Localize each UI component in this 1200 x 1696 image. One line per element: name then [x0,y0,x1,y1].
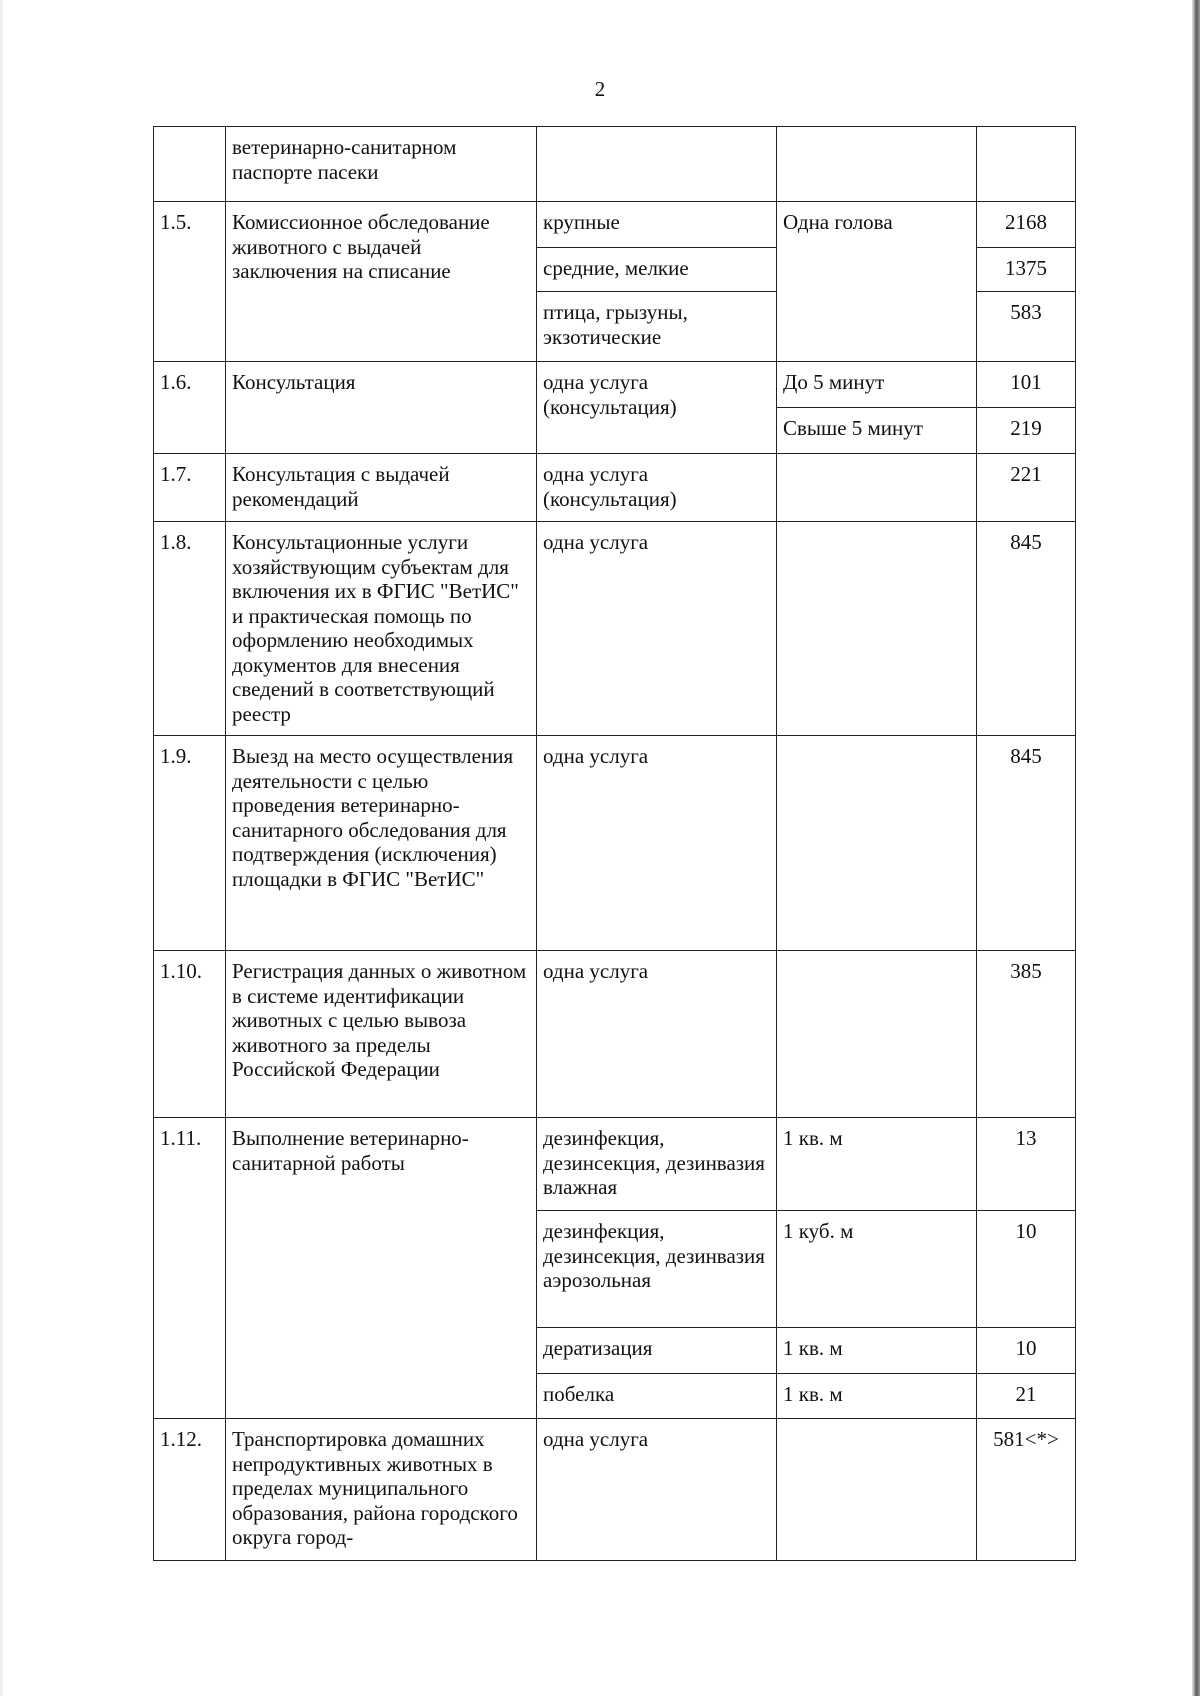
service-name: Регистрация данных о животном в системе идентификации животных с целью вывоза животного за пределы Российской Федерации [226,951,537,1118]
service-name: Консультационные услуги хозяйствующим субъектам для включения их в ФГИС "ВетИС" и практическая помощь по оформлению необходимых документов для внесения сведений в соответствующий реестр [226,522,537,736]
table-row [154,522,1076,736]
table-row [154,951,1076,1118]
service-name: Транспортировка домашних непродуктивных животных в пределах муниципального образования, района городского округа город- [226,1419,537,1561]
table-row [154,1118,1076,1211]
service-price: 2168 [977,202,1076,248]
service-name: Консультация с выдачей рекомендаций [226,454,537,522]
service-unit: 1 куб. м [777,1211,977,1328]
table-row [154,202,1076,248]
row-number: 1.7. [154,454,226,522]
service-category: одна услуга (консультация) [537,454,777,522]
service-category: птица, грызуны, экзотические [537,292,777,362]
tariff-table [153,126,1076,1561]
row-number: 1.11. [154,1118,226,1419]
service-unit: Одна голова [777,202,977,362]
service-category: одна услуга (консультация) [537,362,777,454]
scan-left-edge [0,0,3,1696]
table-row [154,362,1076,408]
table-row [154,736,1076,951]
table-row [154,1419,1076,1561]
service-category: средние, мелкие [537,248,777,292]
table-row [154,127,1076,202]
service-unit: Свыше 5 минут [777,408,977,454]
service-unit: 1 кв. м [777,1118,977,1211]
service-price: 1375 [977,248,1076,292]
service-price: 845 [977,736,1076,951]
row-number: 1.9. [154,736,226,951]
service-price: 845 [977,522,1076,736]
service-category: дератизация [537,1328,777,1374]
row-number [154,127,226,202]
service-unit [777,454,977,522]
service-price: 10 [977,1211,1076,1328]
service-name: Выезд на место осуществления деятельности с целью проведения ветеринарно-санитарного обследования для подтверждения (исключения) площадки в ФГИС "ВетИС" [226,736,537,951]
service-price: 219 [977,408,1076,454]
table-row [154,454,1076,522]
scan-right-edge [1192,0,1200,1696]
service-category: побелка [537,1374,777,1419]
service-unit [777,736,977,951]
row-number: 1.6. [154,362,226,454]
service-price: 385 [977,951,1076,1118]
service-price: 13 [977,1118,1076,1211]
row-number: 1.8. [154,522,226,736]
service-price: 221 [977,454,1076,522]
page-number: 2 [594,77,606,101]
service-category [537,127,777,202]
service-price: 101 [977,362,1076,408]
service-unit [777,1419,977,1561]
row-number: 1.5. [154,202,226,362]
row-number: 1.12. [154,1419,226,1561]
service-category: одна услуга [537,736,777,951]
service-name: Консультация [226,362,537,454]
service-name: Выполнение ветеринарно-санитарной работы [226,1118,537,1419]
service-unit [777,951,977,1118]
service-unit [777,127,977,202]
service-category: дезинфекция, дезинсекция, дезинвазия аэрозольная [537,1211,777,1328]
service-price: 10 [977,1328,1076,1374]
service-category: одна услуга [537,951,777,1118]
service-category: крупные [537,202,777,248]
service-unit [777,522,977,736]
row-number: 1.10. [154,951,226,1118]
service-category: дезинфекция, дезинсекция, дезинвазия влажная [537,1118,777,1211]
service-price [977,127,1076,202]
service-price: 581<*> [977,1419,1076,1561]
service-unit: 1 кв. м [777,1374,977,1419]
service-unit: 1 кв. м [777,1328,977,1374]
service-name: Комиссионное обследование животного с выдачей заключения на списание [226,202,537,362]
service-unit: До 5 минут [777,362,977,408]
service-name: ветеринарно-санитарном паспорте пасеки [226,127,537,202]
service-price: 21 [977,1374,1076,1419]
service-category: одна услуга [537,1419,777,1561]
service-category: одна услуга [537,522,777,736]
service-price: 583 [977,292,1076,362]
